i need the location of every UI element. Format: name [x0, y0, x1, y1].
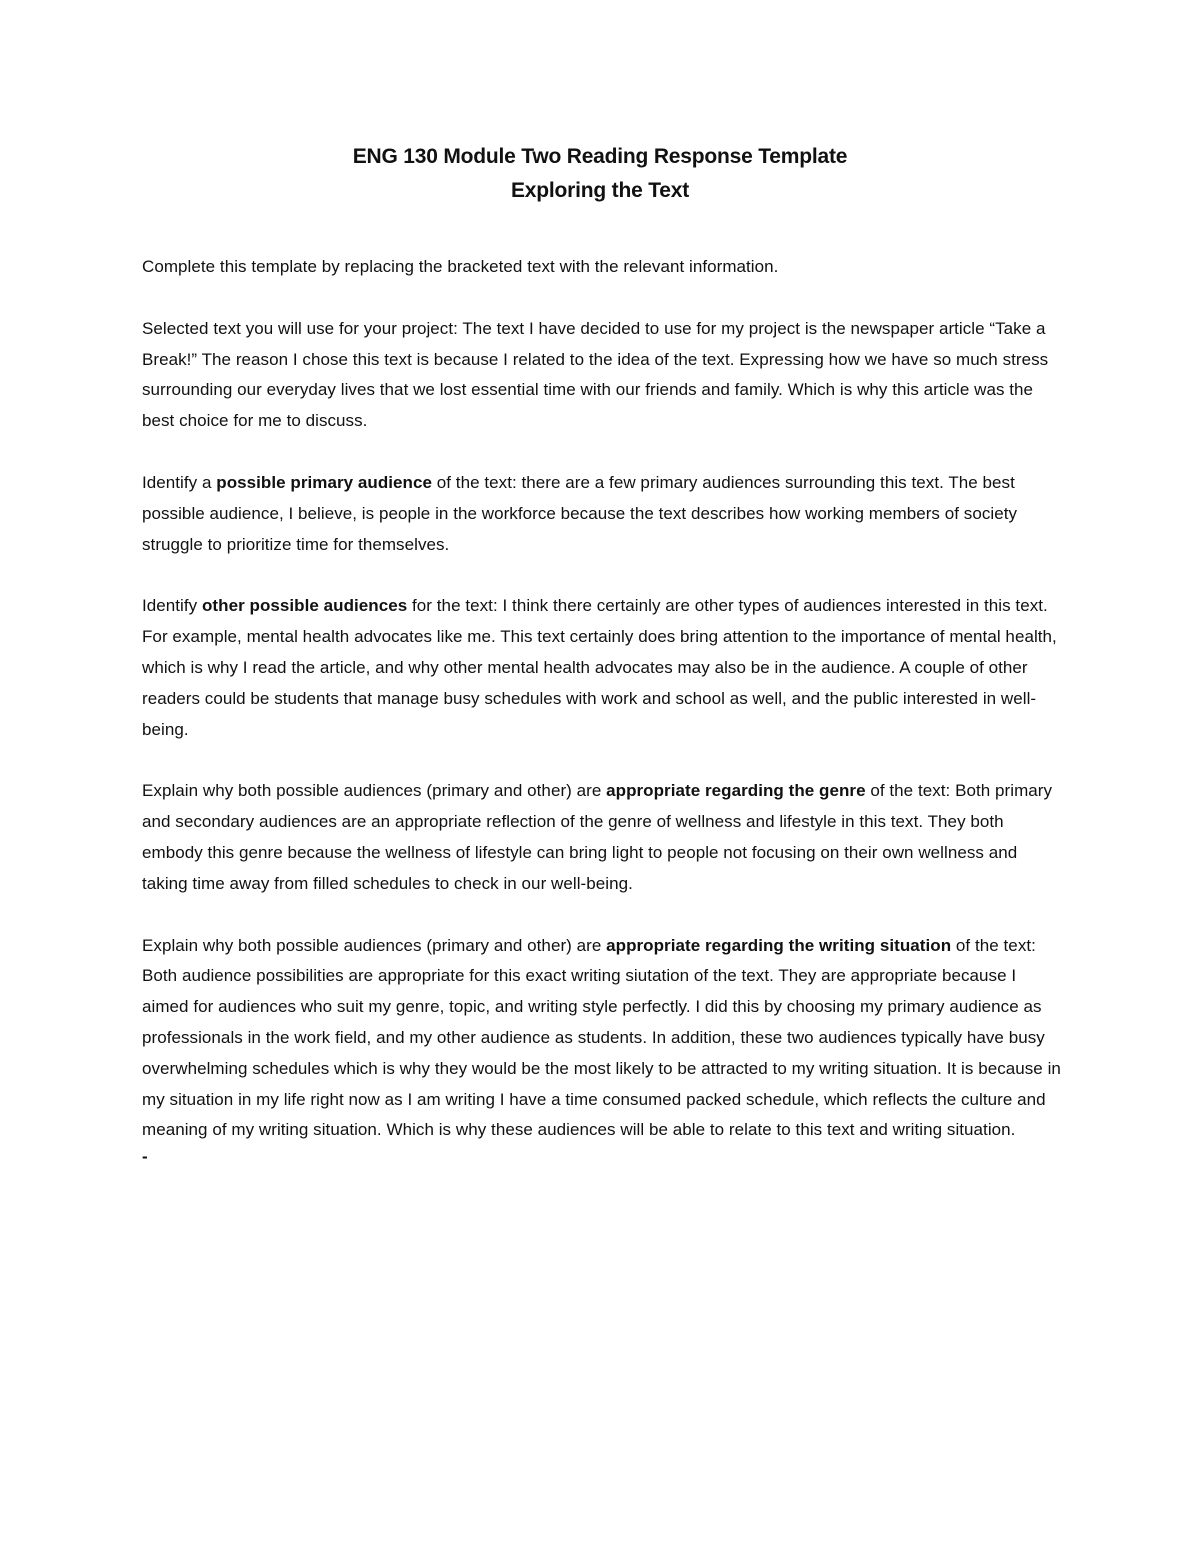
section-prompt-suffix: for the text: [407, 596, 503, 616]
section-prompt: Identify [142, 596, 202, 616]
other-audiences-section [142, 591, 1062, 745]
section-answer: Both primary and secondary audiences are an appropriate reflection of the genre of wellness and lifestyle in this text. They both embody this genre because the wellness of lifestyle can bring light to people not focusing on their own wellness and taking time away from filled schedules to check in our well-being. [142, 781, 1053, 893]
section-prompt-suffix: of the text: [865, 781, 956, 801]
writing-situation-section [142, 931, 1062, 1147]
genre-section [142, 776, 1062, 899]
selected-text-section [142, 314, 1062, 437]
document-title: ENG 130 Module Two Reading Response Template [352, 145, 848, 168]
section-prompt: Explain why both possible audiences (primary and other) are [142, 935, 607, 955]
section-prompt: Identify a [142, 472, 217, 492]
section-prompt-emphasis: appropriate regarding the genre [606, 781, 866, 801]
primary-audience-section [142, 468, 1062, 560]
section-prompt: Selected text you will use for your project: [142, 318, 463, 338]
section-prompt-suffix: of the text: [431, 472, 522, 492]
title-block [0, 140, 1200, 208]
section-answer: I think there certainly are other types of audiences interested in this text. For example, mental health advocates like me. This text certainly does bring attention to the importance of mental health, which is why I read the article, and why other mental health advocates may also be in the audience. A couple of other readers could be students that manage busy schedules with work and school as well, and the public interested in well-being. [142, 596, 1057, 739]
instructions-paragraph: Complete this template by replacing the bracketed text with the relevant information. [142, 257, 779, 276]
section-prompt-emphasis: other possible audiences [201, 596, 408, 616]
trailing-dash: - [142, 1147, 148, 1167]
section-prompt: Explain why both possible audiences (primary and other) are [142, 781, 607, 801]
section-prompt-emphasis: appropriate regarding the writing situation [606, 935, 952, 955]
document-subtitle: Exploring the Text [510, 179, 690, 202]
section-prompt-emphasis: possible primary audience [216, 472, 432, 492]
document-page [142, 140, 1062, 1167]
section-prompt-suffix: of the text: [951, 935, 1036, 955]
section-answer: Both audience possibilities are appropriate for this exact writing siutation of the text. They are appropriate because I aimed for audiences who suit my genre, topic, and writing style perfectly. I did this by choosing my primary audience as professionals in the work field, and my other audience as students. In addition, these two audiences typically have busy overwhelming schedules which is why they would be the most likely to be attracted to my writing situation. It is because in my situation in my life right now as I am writing I have a time consumed packed schedule, which reflects the culture and meaning of my writing situation. Which is why these audiences will be able to relate to this text and writing situation. [142, 966, 1061, 1140]
section-answer: there are a few primary audiences surrounding this text. The best possible audience, I believe, is people in the workforce because the text describes how working members of society struggle to prioritize time for themselves. [142, 472, 1018, 554]
section-answer: The text I have decided to use for my project is the newspaper article “Take a Break!” The reason I chose this text is because I related to the idea of the text. Expressing how we have so much stress surrounding our everyday lives that we lost essential time with our friends and family. Which is why this article was the best choice for me to discuss. [142, 318, 1049, 431]
